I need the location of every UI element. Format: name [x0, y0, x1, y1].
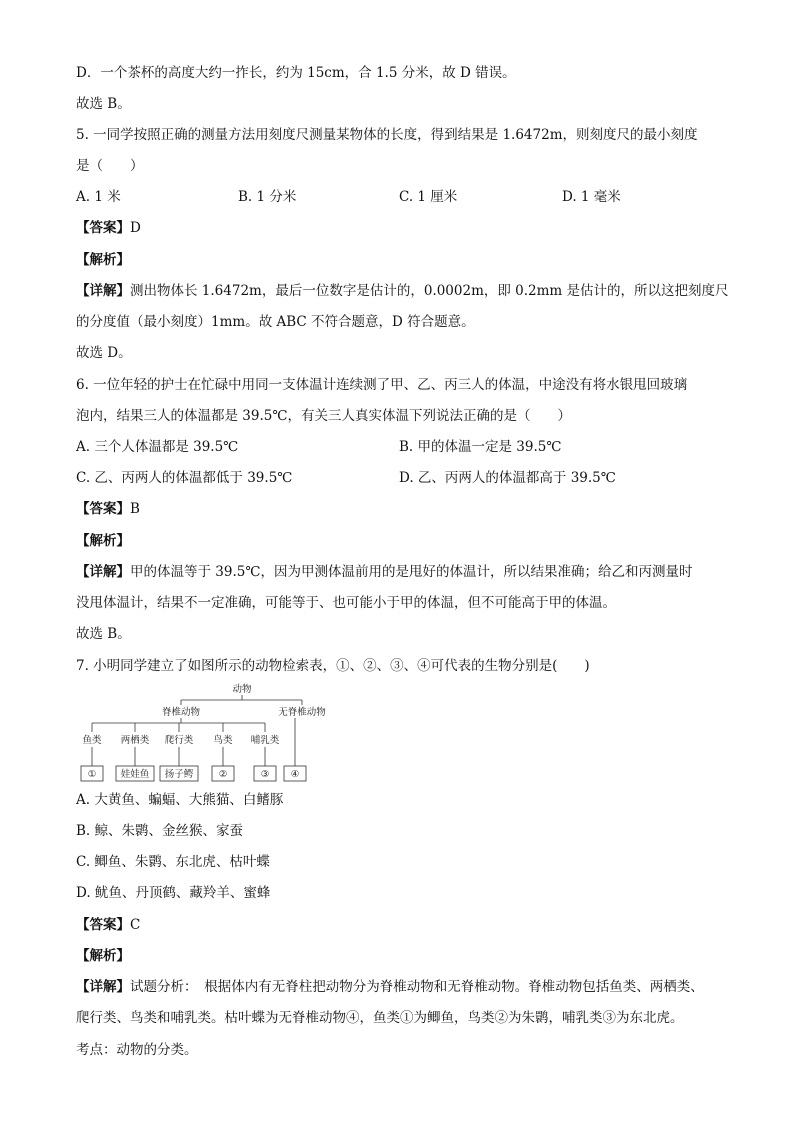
q5-option-a: A. 1 米	[76, 189, 121, 205]
q5-stem-line1: 5. 一同学按照正确的测量方法用刻度尺测量某物体的长度，得到结果是 1.6472m，则刻度尺的最小刻度	[76, 127, 698, 143]
q6-answer-line	[76, 499, 140, 519]
detail-tag: 【详解】	[76, 283, 130, 299]
answer-tag: 【答案】	[76, 501, 130, 517]
q5-answer-line	[76, 218, 141, 238]
tree-box-label: 扬子鳄	[164, 769, 194, 780]
tree-class-label: 鸟类	[213, 735, 233, 746]
q7-option-d: D. 鱿鱼、丹顶鹤、藏羚羊、蜜蜂	[76, 885, 271, 901]
q7-analysis-tag	[76, 946, 130, 966]
q7-option-b: B. 鲸、朱鹮、金丝猴、家蚕	[76, 823, 244, 839]
q6-stem-line1: 6. 一位年轻的护士在忙碌中用同一支体温计连续测了甲、乙、丙三人的体温，中途没有将水银甩回玻璃	[76, 377, 688, 393]
analysis-tag: 【解析】	[76, 252, 130, 268]
q6-option-d: D. 乙、丙两人的体温都高于 39.5℃	[399, 470, 616, 486]
tree-root-label: 动物	[232, 684, 252, 695]
q6-option-b: B. 甲的体温一定是 39.5℃	[399, 439, 562, 455]
tree-class-label: 两栖类	[120, 735, 150, 746]
tree-box-label: ②	[218, 769, 228, 780]
q6-option-a: A. 三个人体温都是 39.5℃	[76, 439, 239, 455]
q7-answer: C	[130, 917, 141, 933]
q5-detail-line2: 的分度值（最小刻度）1mm。故 ABC 不符合题意，D 符合题意。	[76, 314, 475, 330]
animal-classification-tree	[76, 680, 346, 784]
q6-detail-line2: 没甩体温计，结果不一定准确，可能等于、也可能小于甲的体温，但不可能高于甲的体温。	[76, 595, 616, 611]
analysis-tag: 【解析】	[76, 948, 130, 964]
q7-detail-line2: 爬行类、鸟类和哺乳类。枯叶蝶为无脊椎动物④，鱼类①为鲫鱼，鸟类②为朱鹮，哺乳类③为东北虎。	[76, 1010, 684, 1026]
q7-stem: 7. 小明同学建立了如图所示的动物检索表，①、②、③、④可代表的生物分别是( )	[76, 658, 590, 674]
tree-invertebrate-label: 无脊椎动物	[278, 707, 326, 718]
q6-option-c: C. 乙、丙两人的体温都低于 39.5℃	[76, 470, 293, 486]
q6-stem-line2: 泡内，结果三人的体温都是 39.5℃，有关三人真实体温下列说法正确的是（ ）	[76, 408, 571, 424]
tree-box-label: ①	[87, 769, 97, 780]
answer-tag: 【答案】	[76, 917, 130, 933]
q7-answer-line	[76, 915, 140, 935]
q5-option-b: B. 1 分米	[238, 189, 297, 205]
q6-analysis-tag	[76, 531, 130, 551]
tree-box-label: ③	[260, 769, 270, 780]
tree-box-label: 娃娃鱼	[120, 769, 150, 780]
q4-option-d-note: D．一个茶杯的高度大约一拃长，约为 15cm，合 1.5 分米，故 D 错误。	[76, 65, 516, 81]
q5-answer: D	[130, 220, 141, 236]
q6-conclusion: 故选 B。	[76, 626, 131, 642]
q5-stem-line2: 是（ ）	[76, 158, 144, 174]
q6-answer: B	[130, 501, 140, 517]
detail-tag: 【详解】	[76, 979, 130, 995]
q7-option-a: A. 大黄鱼、蝙蝠、大熊猫、白鳍豚	[76, 792, 284, 808]
answer-tag: 【答案】	[76, 220, 130, 236]
tree-box-label: ④	[290, 769, 300, 780]
q7-detail-line1	[76, 977, 704, 997]
q5-analysis-tag	[76, 250, 130, 270]
q7-knowledge-point: 考点：动物的分类。	[76, 1042, 198, 1058]
q6-detail-line1	[76, 562, 692, 582]
q5-detail-line1	[76, 281, 729, 301]
analysis-tag: 【解析】	[76, 533, 130, 549]
q5-conclusion: 故选 D。	[76, 345, 132, 361]
q7-detail-text1: 试题分析： 根据体内有无脊柱把动物分为脊椎动物和无脊椎动物。脊椎动物包括鱼类、两栖类、	[130, 979, 704, 995]
q6-detail-text1: 甲的体温等于 39.5℃，因为甲测体温前用的是甩好的体温计，所以结果准确；给乙和丙测量时	[130, 564, 693, 580]
q7-option-c: C. 鲫鱼、朱鹮、东北虎、枯叶蝶	[76, 854, 270, 870]
q4-conclusion: 故选 B。	[76, 96, 131, 112]
tree-vertebrate-label: 脊椎动物	[161, 707, 201, 718]
q5-detail-text1: 测出物体长 1.6472m，最后一位数字是估计的，0.0002m，即 0.2mm 是估计的，所以这把刻度尺	[130, 283, 729, 299]
tree-class-label: 哺乳类	[250, 735, 280, 746]
tree-class-label: 爬行类	[164, 735, 194, 746]
tree-class-label: 鱼类	[82, 735, 102, 746]
detail-tag: 【详解】	[76, 564, 130, 580]
q5-option-c: C. 1 厘米	[399, 189, 458, 205]
q5-option-d: D. 1 毫米	[562, 189, 621, 205]
